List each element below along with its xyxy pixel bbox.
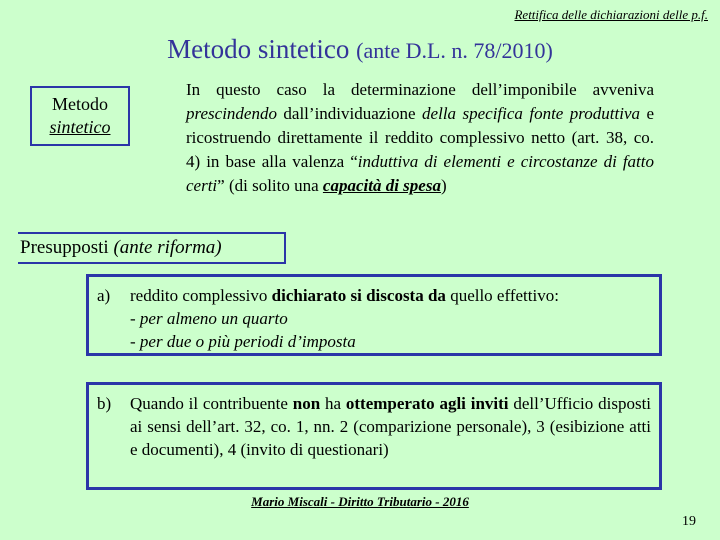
intro-text: ): [440, 176, 447, 195]
condition-a-letter: a): [97, 286, 111, 305]
condition-b-bold: ottemperato agli inviti: [345, 394, 509, 413]
intro-text: e ricostruendo direttamente il reddito complessivo netto (art. 38, co. 4) in base alla valenza “: [186, 104, 654, 171]
intro-emphasis: della specifica fonte produttiva: [422, 104, 640, 123]
title-sub: (ante D.L. n. 78/2010): [356, 38, 553, 63]
condition-a-text: quello effettivo:: [445, 286, 559, 305]
condition-a-text: reddito complessivo: [130, 286, 272, 305]
condition-a-box: [86, 274, 662, 356]
condition-b-text: Quando il contribuente: [130, 394, 293, 413]
presupposti-heading: [18, 232, 286, 264]
intro-text: dall’individuazione: [276, 104, 423, 123]
condition-b-text: dell’Ufficio disposti ai sensi dell’art. 32, co. 1, nn. 2 (comparizione personale), 3 (esibizione atti e documenti), 4 (invito di questionari): [130, 394, 652, 459]
condition-a-content: [130, 284, 651, 353]
condition-a-item-2: - per due o più periodi d’imposta: [130, 332, 356, 351]
page-number: 19: [682, 514, 696, 529]
side-label-box: [30, 86, 130, 146]
condition-b-content: [130, 392, 651, 461]
intro-key-term: capacità di spesa: [322, 176, 441, 195]
intro-text: In questo caso la determinazione dell’imponibile avveniva: [186, 80, 654, 99]
intro-text: ” (di solito una: [217, 176, 323, 195]
intro-quote: induttiva di elementi e circostanze di fatto certi: [186, 152, 655, 195]
condition-b-letter: b): [97, 394, 112, 413]
presupposti-label: Presupposti: [20, 237, 109, 258]
condition-b-bold: non: [292, 394, 321, 413]
side-label-line1: Metodo: [52, 94, 108, 114]
footer-credit: Mario Miscali - Diritto Tributario - 2016: [251, 494, 469, 509]
side-label-line2: sintetico: [49, 117, 111, 137]
intro-emphasis: prescindendo: [186, 104, 277, 123]
slide-title: [0, 34, 720, 65]
condition-a-item-1: - per almeno un quarto: [130, 309, 288, 328]
title-main: Metodo sintetico: [167, 34, 350, 64]
intro-paragraph: [186, 78, 654, 198]
header-note: Rettifica delle dichiarazioni delle p.f.: [514, 7, 708, 22]
condition-b-text: ha: [320, 394, 346, 413]
presupposti-note: (ante riforma): [113, 237, 222, 258]
condition-a-bold: dichiarato si discosta da: [271, 286, 446, 305]
condition-a-line: [130, 284, 651, 307]
condition-b-box: [86, 382, 662, 490]
